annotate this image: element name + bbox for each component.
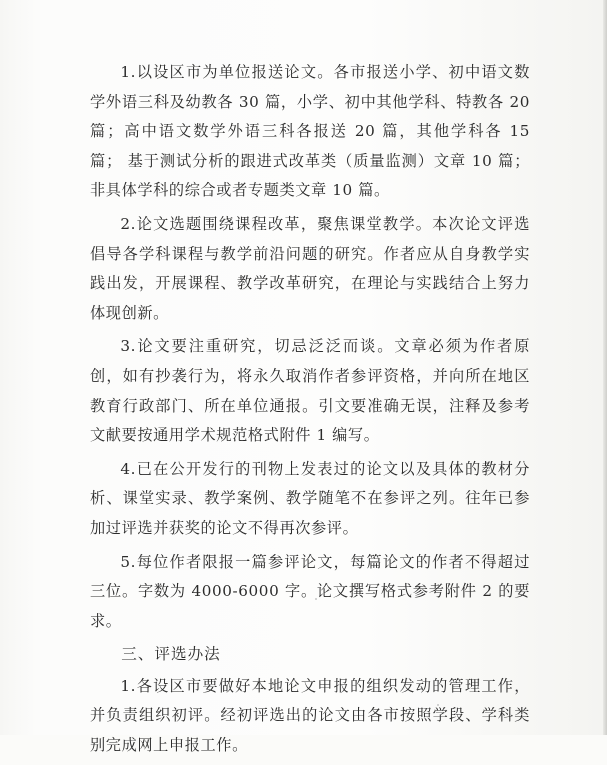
- section-heading: 三、评选办法: [121, 645, 221, 664]
- paragraph-3: 3.论文要注重研究，切忌泛泛而谈。文章必须为作者原创，如有抄袭行为，将永久取消作者参评资格，并向所在地区教育行政部门、所在单位通报。引文要准确无误，注释及参考文献要按通用学术规范格式附件 1 编写。: [90, 337, 530, 445]
- page-edge-shadow: [603, 0, 607, 735]
- paragraph-6: 1.各设区市要做好本地论文申报的组织发动的管理工作，并负责组织初评。经初评选出的论文由各市按照学段、学科类别完成网上申报工作。: [90, 676, 530, 755]
- paragraph-1: 1.以设区市为单位报送论文。各市报送小学、初中语文数学外语三科及幼教各 30 篇，小学、初中其他学科、特教各 20 篇；高中语文数学外语三科各报送 20 篇，其他学科各 15 篇； 基于测试分析的跟进式改革类（质量监测）文章 10 篇；非具体学科的综合或者专题类文章 10 篇。: [90, 63, 530, 200]
- paragraph-5: 5.每位作者限报一篇参评论文，每篇论文的作者不得超过三位。字数为 4000-6000 字。论文撰写格式参考附件 2 的要求。: [90, 552, 530, 630]
- document-body: [90, 58, 530, 765]
- paragraph-2: 2.论文选题围绕课程改革，聚焦课堂教学。本次论文评选倡导各学科课程与教学前沿问题的研究。作者应从自身教学实践出发，开展课程、教学改革研究，在理论与实践结合上努力体现创新。: [90, 214, 530, 322]
- paragraph-4: 4.已在公开发行的刊物上发表过的论文以及具体的教材分析、课堂实录、教学案例、教学随笔不在参评之列。往年已参加过评选并获奖的论文不得再次参评。: [90, 459, 530, 537]
